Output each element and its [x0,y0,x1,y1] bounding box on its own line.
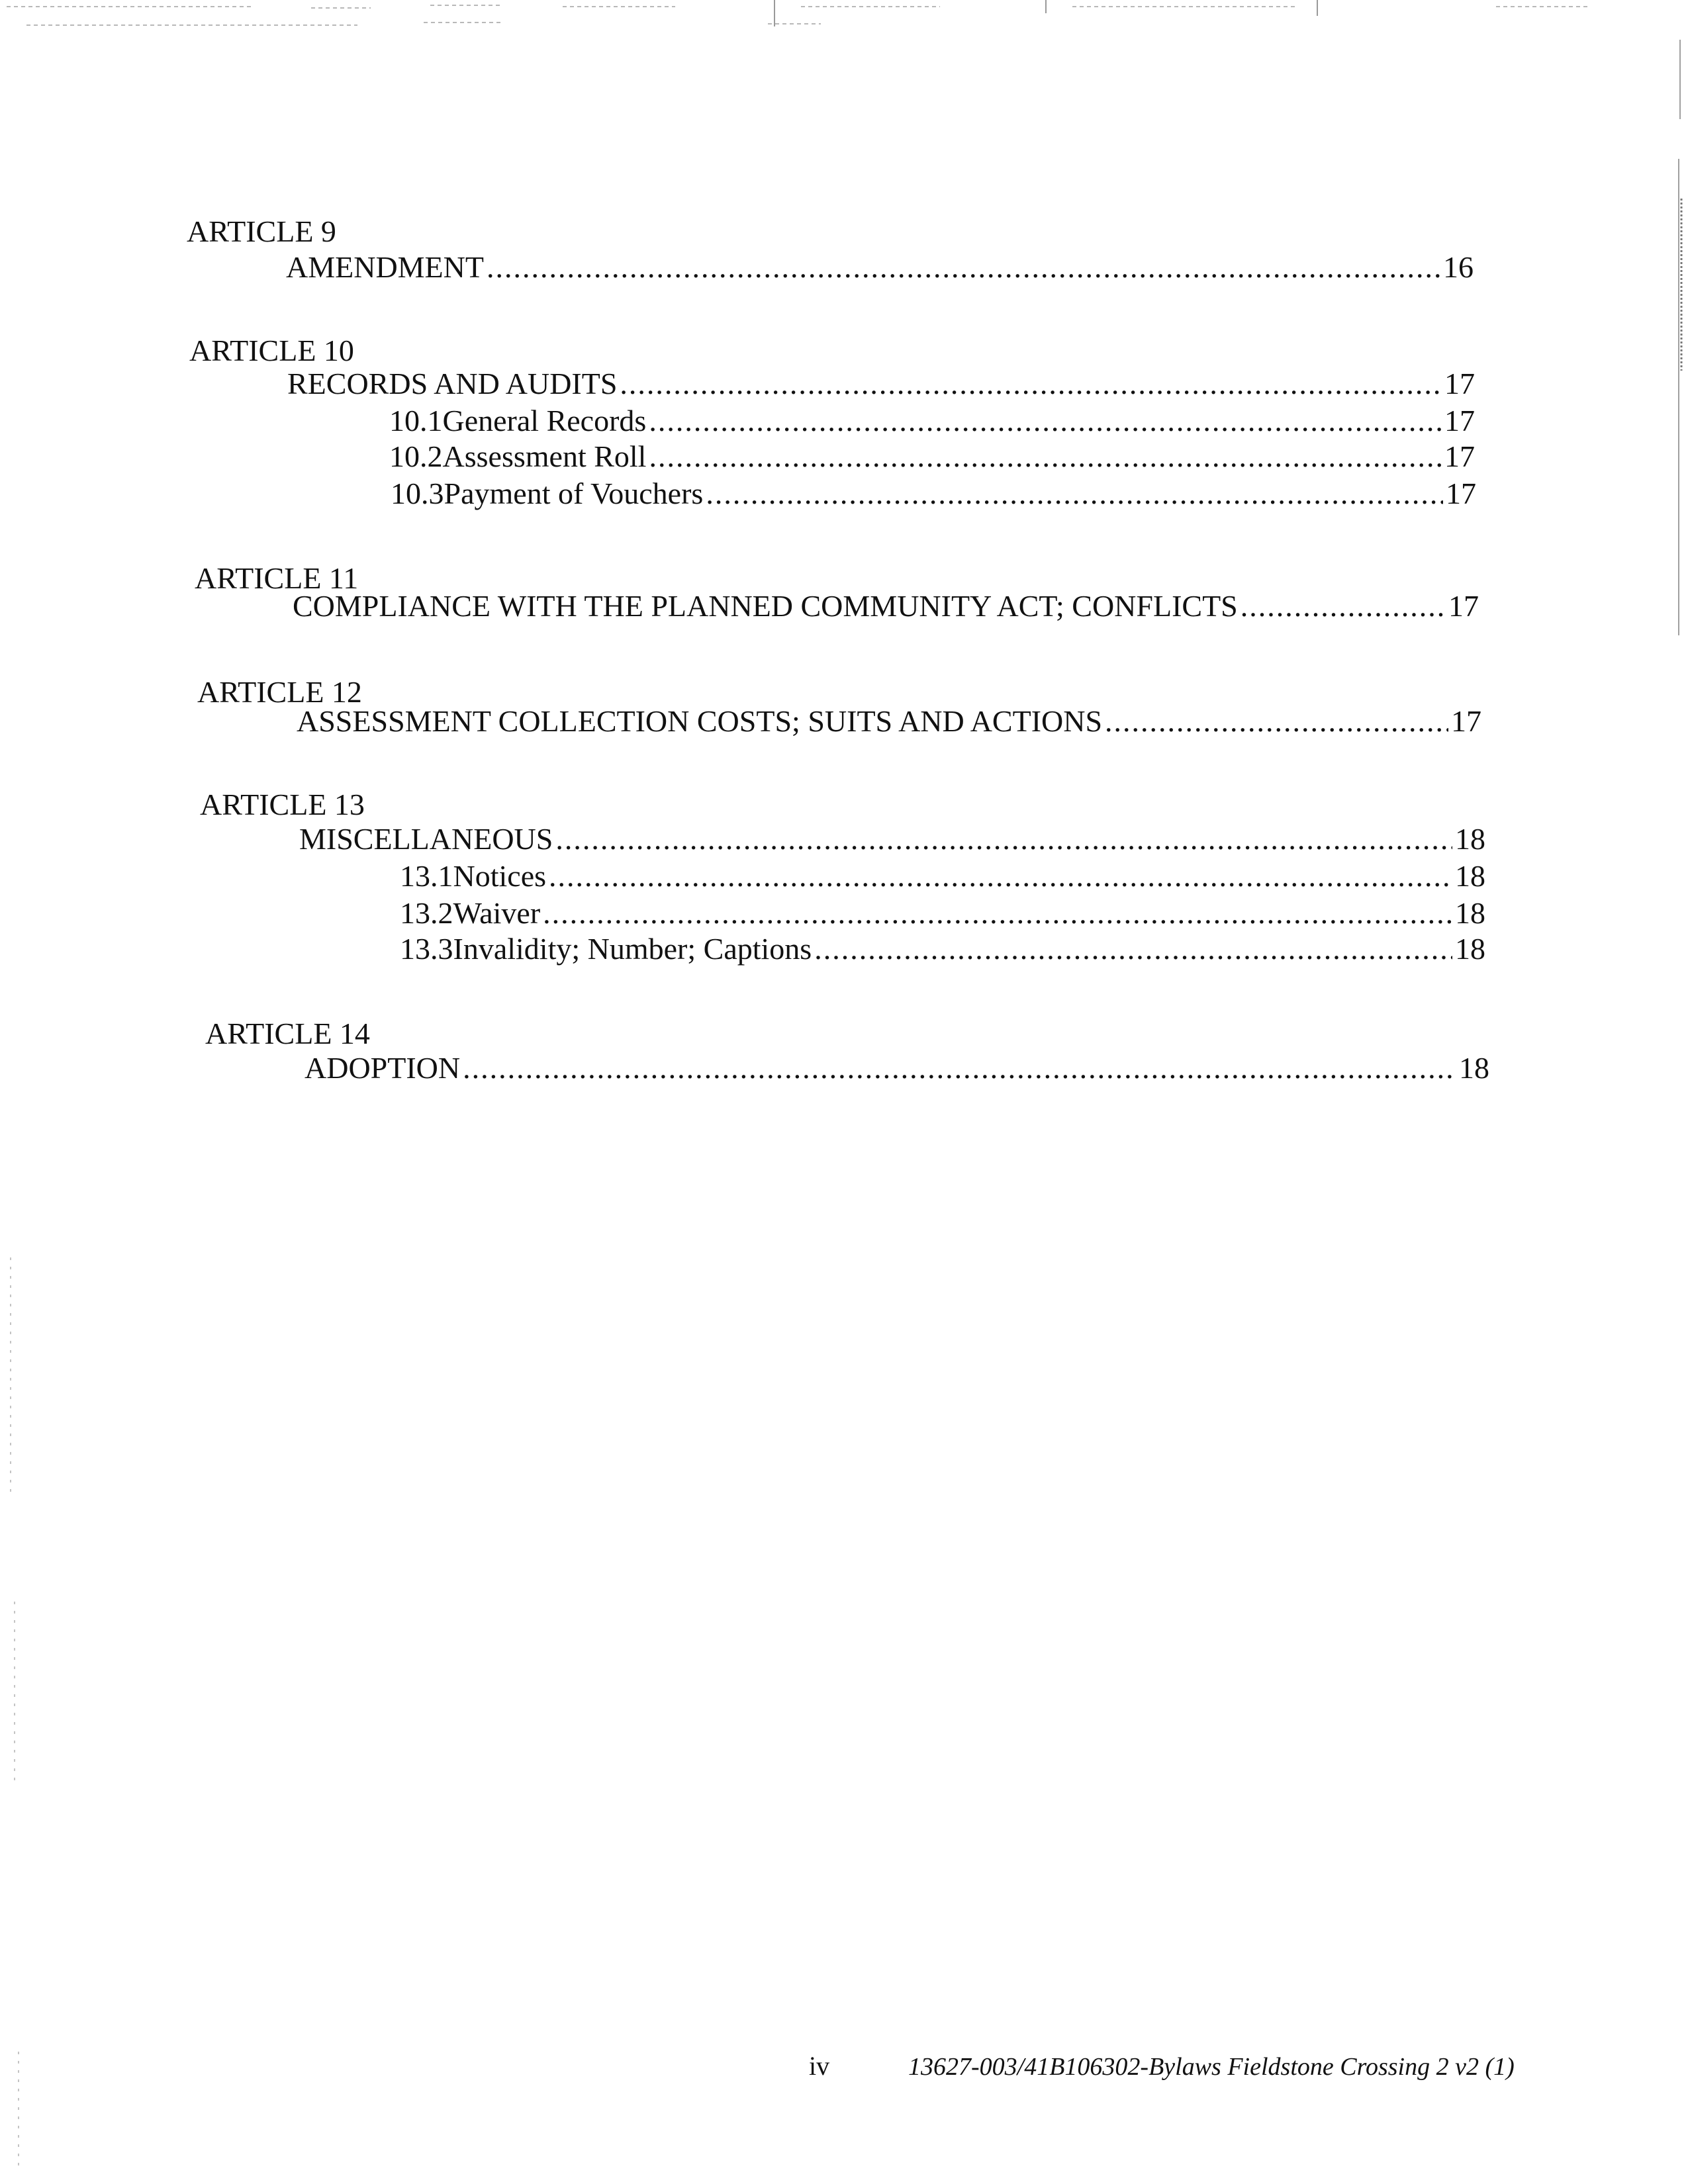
dot-leader [555,821,1452,858]
toc-entry-compliance[interactable] [293,588,1479,625]
toc-entry-miscellaneous[interactable] [299,821,1485,858]
toc-entry-title: Invalidity; Number; Captions [453,932,812,966]
scan-artifact-right-edge [1655,0,1688,662]
dot-leader [620,365,1442,402]
toc-page-number: 17 [1451,704,1481,738]
article-heading: ARTICLE 14 [205,1017,370,1050]
dot-leader [549,858,1452,895]
scan-artifact-top [0,0,1688,40]
toc-page-number: 17 [1448,589,1479,623]
toc-entry-title: Payment of Vouchers [444,477,704,510]
toc-entry-assessment-collection-costs[interactable] [297,703,1481,740]
toc-page-number: 17 [1444,367,1475,400]
toc-page-number: 16 [1443,250,1474,284]
scan-artifact-left-edge [0,1257,40,2184]
toc-entry-records-and-audits[interactable] [287,365,1475,402]
toc-entry-title: AMENDMENT [286,250,484,284]
footer-page-number: iv [809,2051,830,2081]
toc-entry-title: ASSESSMENT COLLECTION COSTS; SUITS AND ACTIONS [297,704,1103,738]
page-footer [809,2050,1515,2081]
dot-leader [543,895,1452,932]
dot-leader [1241,588,1446,625]
toc-entry-title: RECORDS AND AUDITS [287,367,618,400]
toc-section-number: 13.2 [400,896,453,930]
dot-leader [649,438,1442,475]
article-heading: ARTICLE 9 [187,214,336,248]
toc-page-number: 18 [1455,896,1485,930]
article-heading: ARTICLE 11 [195,561,359,595]
footer-document-reference: 13627-003/41B106302-Bylaws Fieldstone Crossing 2 v2 (1) [908,2053,1515,2081]
toc-page-number: 18 [1459,1051,1489,1085]
toc-page-number: 17 [1444,404,1475,437]
toc-entry-payment-of-vouchers[interactable] [391,475,1476,512]
toc-section-number: 13.3 [400,932,453,966]
toc-entry-invalidity[interactable] [400,931,1485,968]
toc-section-number: 10.2 [389,439,443,473]
toc-entry-title: MISCELLANEOUS [299,822,553,856]
toc-page-number: 18 [1455,822,1485,856]
dot-leader [487,249,1440,286]
toc-page-number: 17 [1446,477,1476,510]
toc-section-number: 13.1 [400,859,453,893]
toc-section-number: 10.1 [389,404,443,437]
dot-leader [463,1050,1456,1087]
toc-page-number: 17 [1444,439,1475,473]
article-heading: ARTICLE 13 [200,788,365,821]
toc-entry-adoption[interactable] [305,1050,1489,1087]
toc-page-number: 18 [1455,932,1485,966]
toc-section-number: 10.3 [391,477,444,510]
toc-entry-general-records[interactable] [389,402,1475,439]
toc-entry-title: Notices [453,859,547,893]
toc-page-number: 18 [1455,859,1485,893]
dot-leader [706,475,1443,512]
dot-leader [649,402,1442,439]
toc-entry-title: Assessment Roll [442,439,647,473]
article-heading: ARTICLE 12 [197,675,362,709]
toc-entry-title: General Records [442,404,647,437]
toc-entry-waiver[interactable] [400,895,1485,932]
toc-entry-title: COMPLIANCE WITH THE PLANNED COMMUNITY ACT; CONFLICTS [293,589,1238,623]
article-heading: ARTICLE 10 [189,334,354,367]
dot-leader [1105,703,1448,740]
toc-entry-notices[interactable] [400,858,1485,895]
toc-entry-assessment-roll[interactable] [389,438,1475,475]
dot-leader [814,931,1452,968]
toc-entry-title: Waiver [453,896,541,930]
toc-entry-title: ADOPTION [305,1051,461,1085]
toc-entry-amendment[interactable] [286,249,1474,286]
